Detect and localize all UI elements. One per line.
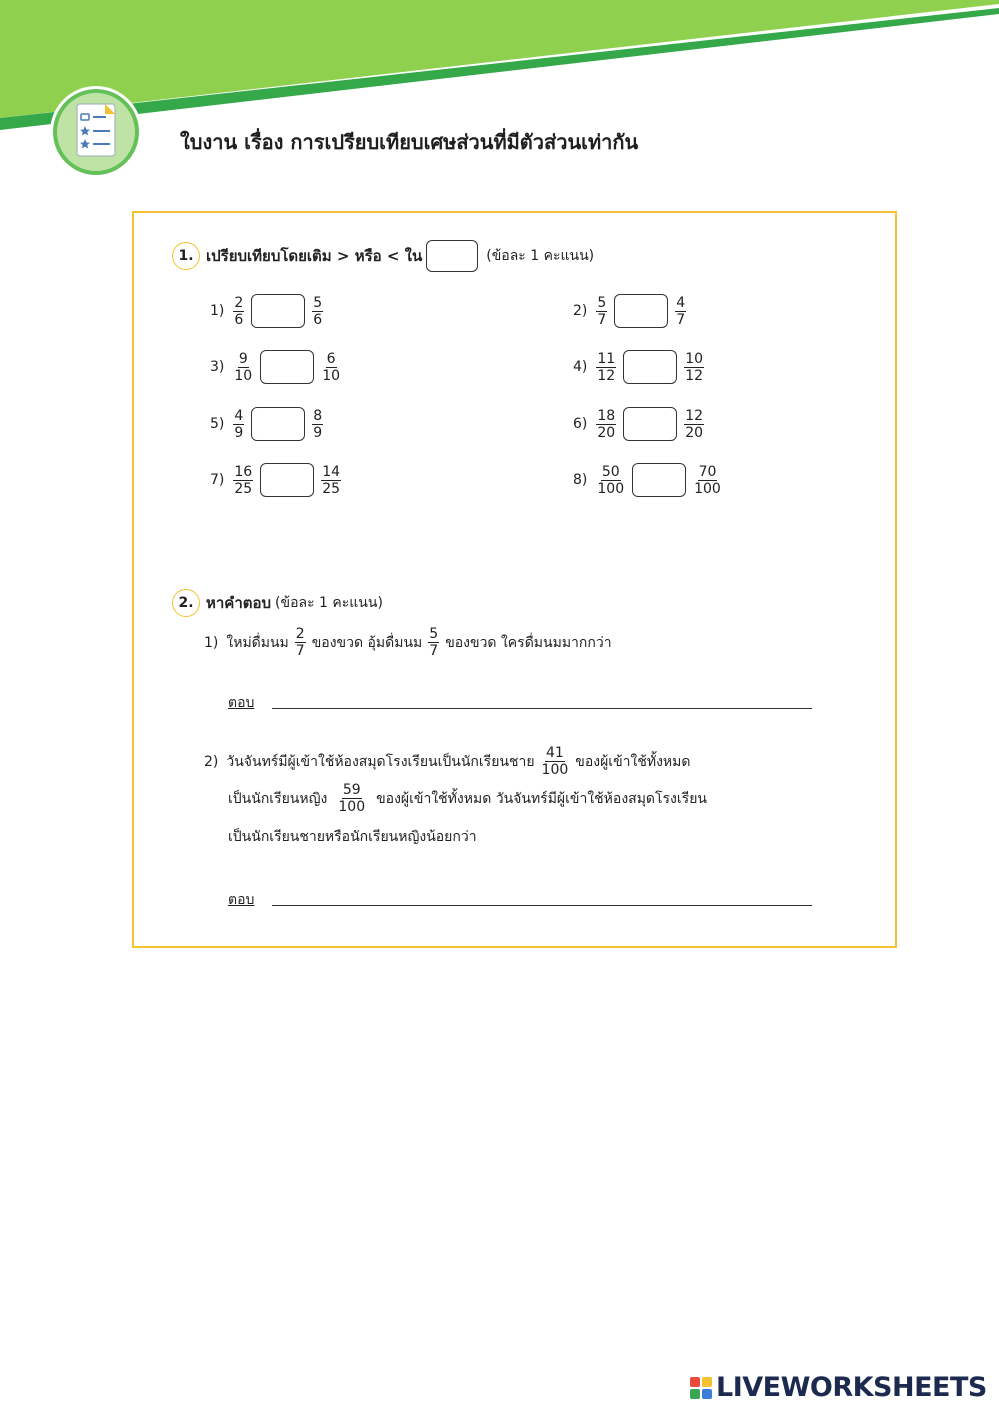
- q2-p1-text2: ของขวด อุ้มดื่มนม: [311, 634, 423, 651]
- q2-instruction: หาคำตอบ: [206, 594, 272, 612]
- brand-name: LIVEWORKSHEETS: [716, 1372, 987, 1403]
- q1-number: 1.: [172, 242, 200, 270]
- worksheet-document-icon: [48, 84, 144, 180]
- q1-item: [573, 350, 707, 384]
- q2-p1-fraction-2: $\frac{5}{7}$: [429, 626, 439, 659]
- header-band: [0, 0, 999, 140]
- q2-note: (ข้อละ 1 คะแนน): [275, 595, 383, 611]
- q2-p1-fraction-1: $\frac{2}{7}$: [295, 626, 305, 659]
- q2-problem-1: [204, 626, 612, 659]
- q2-number: 2.: [172, 589, 200, 617]
- q2-p2-text4: ของผู้เข้าใช้ทั้งหมด วันจันทร์มีผู้เข้าใช้ห้องสมุดโรงเรียน: [376, 790, 707, 807]
- q1-left-fraction: $\frac{2}{6}$: [234, 294, 244, 328]
- q2-p2-label: 2): [204, 753, 219, 770]
- q2-p2-fraction-1: $\frac{41}{100}$: [541, 745, 569, 778]
- q2-p1-text3: ของขวด ใครดื่มนมมากกว่า: [445, 634, 612, 651]
- q1-left-fraction: $\frac{50}{100}$: [597, 463, 625, 497]
- q1-right-fraction: $\frac{12}{20}$: [685, 407, 704, 441]
- q1-answer-box[interactable]: [260, 463, 314, 497]
- q2-p1-answer-line[interactable]: [272, 708, 812, 709]
- q1-answer-box[interactable]: [251, 407, 305, 441]
- q1-answer-box[interactable]: [632, 463, 686, 497]
- q2-p2-text2: ของผู้เข้าใช้ทั้งหมด: [575, 753, 691, 770]
- q2-p2-text3: เป็นนักเรียนหญิง: [228, 790, 328, 807]
- q2-p2-answer-line[interactable]: [272, 905, 812, 906]
- q1-sample-blank: [426, 240, 478, 272]
- q1-right-fraction: $\frac{10}{12}$: [685, 350, 704, 384]
- q1-answer-box[interactable]: [623, 407, 677, 441]
- q1-left-fraction: $\frac{11}{12}$: [597, 350, 616, 384]
- q2-p2-text1: วันจันทร์มีผู้เข้าใช้ห้องสมุดโรงเรียนเป็นนักเรียนชาย: [226, 753, 535, 770]
- q1-instruction: เปรียบเทียบโดยเติม > หรือ < ใน: [206, 247, 423, 265]
- q1-right-fraction: $\frac{70}{100}$: [694, 463, 721, 497]
- q1-answer-box[interactable]: [614, 294, 668, 328]
- q1-right-fraction: $\frac{14}{25}$: [322, 463, 341, 497]
- q2-p1-label: 1): [204, 634, 219, 651]
- q1-item: [573, 407, 707, 441]
- q1-item: [210, 350, 344, 384]
- q1-answer-box[interactable]: [260, 350, 314, 384]
- q1-left-fraction: $\frac{9}{10}$: [234, 350, 253, 384]
- q2-p2-text5: เป็นนักเรียนชายหรือนักเรียนหญิงน้อยกว่า: [228, 829, 477, 845]
- q1-item-label: 4): [573, 359, 588, 375]
- q1-item-label: 3): [210, 359, 225, 375]
- q1-item-label: 1): [210, 303, 225, 319]
- q2-problem-2-line-3: [228, 826, 477, 848]
- q1-left-fraction: $\frac{5}{7}$: [597, 294, 607, 328]
- page-title: ใบงาน เรื่อง การเปรียบเทียบเศษส่วนที่มีตัวส่วนเท่ากัน: [180, 130, 639, 154]
- q1-item: [573, 294, 689, 328]
- q1-right-fraction: $\frac{8}{9}$: [313, 407, 323, 441]
- q1-item-label: 8): [573, 472, 588, 488]
- q1-right-fraction: $\frac{5}{6}$: [313, 294, 323, 328]
- q1-answer-box[interactable]: [251, 294, 305, 328]
- liveworksheets-logo-icon: [690, 1377, 712, 1399]
- liveworksheets-brand: [690, 1372, 987, 1403]
- q1-item: [210, 463, 344, 497]
- q2-problem-2-line-1: [204, 745, 690, 778]
- q2-p1-text1: ใหม่ดื่มนม: [226, 634, 289, 651]
- q2-p1-answer-label: ตอบ: [228, 695, 255, 711]
- q1-item: [210, 294, 326, 328]
- q1-item: [573, 463, 725, 497]
- q1-item-label: 5): [210, 416, 225, 432]
- q1-left-fraction: $\frac{18}{20}$: [597, 407, 616, 441]
- q1-right-fraction: $\frac{4}{7}$: [676, 294, 686, 328]
- q1-right-fraction: $\frac{6}{10}$: [322, 350, 341, 384]
- q2-header: [172, 589, 383, 617]
- q1-left-fraction: $\frac{16}{25}$: [234, 463, 253, 497]
- q2-p2-answer-label: ตอบ: [228, 892, 255, 908]
- q2-p2-fraction-2: $\frac{59}{100}$: [338, 782, 366, 815]
- q1-item-label: 6): [573, 416, 588, 432]
- q1-item-label: 2): [573, 303, 588, 319]
- q1-answer-box[interactable]: [623, 350, 677, 384]
- q1-note: (ข้อละ 1 คะแนน): [486, 248, 595, 264]
- q1-left-fraction: $\frac{4}{9}$: [234, 407, 244, 441]
- q2-problem-2-line-2: [228, 782, 707, 815]
- q1-item: [210, 407, 326, 441]
- q1-item-label: 7): [210, 472, 225, 488]
- q1-header: [172, 240, 594, 272]
